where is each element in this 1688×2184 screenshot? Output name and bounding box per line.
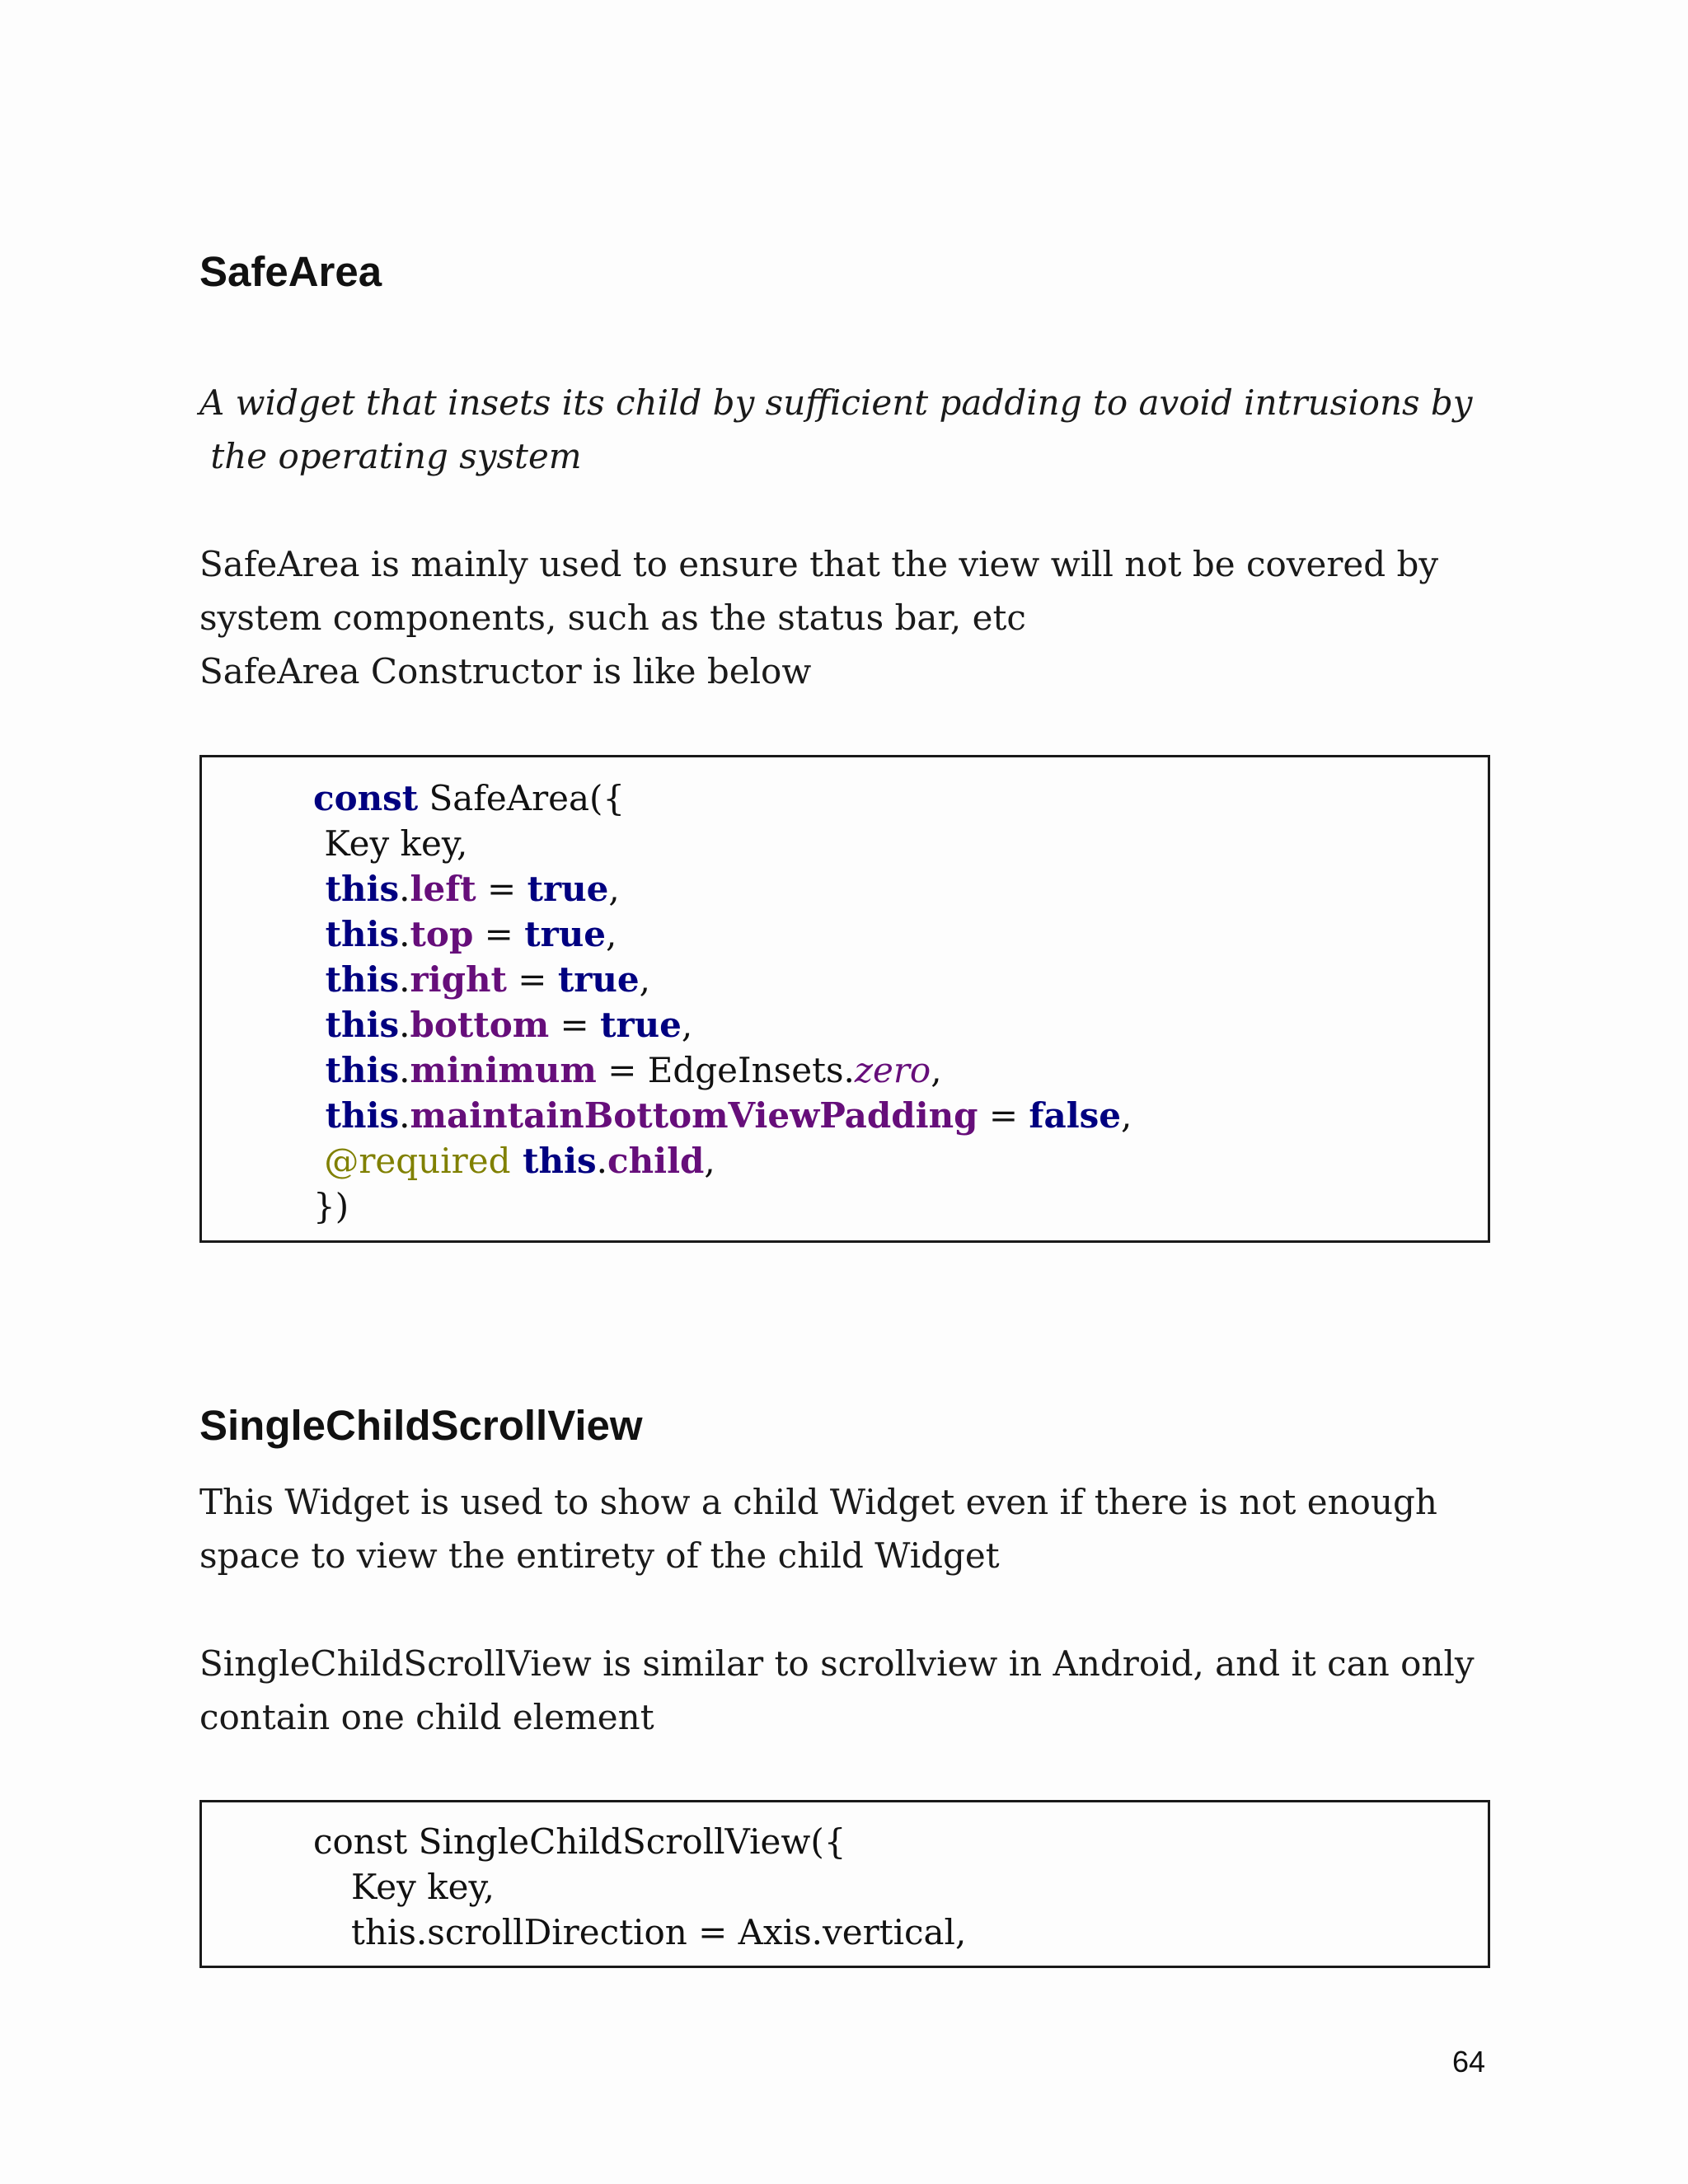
description-line: the operating system — [199, 436, 582, 476]
code-text: , — [639, 959, 650, 1000]
code-line — [313, 957, 650, 1002]
code-keyword: this — [313, 1050, 400, 1090]
code-text: . — [399, 959, 410, 1000]
code-keyword: this — [510, 1141, 597, 1181]
code-keyword: this — [313, 914, 400, 954]
code-keyword: true — [527, 869, 609, 909]
code-static-field: zero — [854, 1050, 931, 1090]
safearea-body — [199, 537, 1518, 698]
safearea-code-block — [199, 755, 1490, 1243]
code-text: , — [606, 914, 617, 954]
code-line — [313, 1093, 1132, 1138]
code-line: this.scrollDirection = Axis.vertical, — [351, 1912, 967, 1952]
scrollview-body-a — [199, 1475, 1518, 1582]
body-line: SafeArea is mainly used to ensure that the view will not be covered by — [199, 544, 1439, 584]
body-line: space to view the entirety of the child Widget — [199, 1535, 1000, 1576]
safearea-heading: SafeArea — [199, 248, 382, 295]
code-text: . — [399, 914, 410, 954]
code-text: . — [399, 1095, 410, 1136]
code-text: , — [608, 869, 620, 909]
code-line — [313, 1002, 692, 1047]
code-keyword: true — [600, 1005, 682, 1045]
code-text: = — [506, 959, 558, 1000]
code-line: }) — [313, 1186, 349, 1226]
code-line: Key key, — [351, 1867, 495, 1907]
code-text: . — [399, 1005, 410, 1045]
code-keyword: this — [313, 1005, 400, 1045]
code-field: top — [410, 914, 474, 954]
page-number: 64 — [1452, 2045, 1486, 2079]
code-field: minimum — [410, 1050, 597, 1090]
code-line: const SingleChildScrollView({ — [313, 1821, 846, 1862]
code-keyword: const — [313, 778, 419, 818]
singlechildscrollview-heading: SingleChildScrollView — [199, 1402, 643, 1449]
code-keyword: this — [313, 959, 400, 1000]
code-text: , — [704, 1141, 715, 1181]
body-line: SingleChildScrollView is similar to scrollview in Android, and it can only — [199, 1643, 1475, 1684]
safearea-description — [199, 376, 1518, 483]
code-line — [313, 1138, 715, 1183]
code-line — [313, 1047, 942, 1093]
code-text: = EdgeInsets. — [596, 1050, 855, 1090]
code-text: . — [399, 1050, 410, 1090]
code-line — [313, 776, 625, 821]
code-field: left — [410, 869, 476, 909]
code-field: right — [410, 959, 507, 1000]
description-line: A widget that insets its child by sufficient padding to avoid intrusions by — [199, 382, 1473, 423]
scrollview-body-b — [199, 1637, 1518, 1744]
code-keyword: this — [313, 1095, 400, 1136]
code-text: , — [1121, 1095, 1132, 1136]
code-line — [313, 866, 620, 912]
body-line: system components, such as the status bar, etc — [199, 598, 1026, 638]
code-keyword: true — [524, 914, 607, 954]
code-keyword: this — [313, 869, 400, 909]
code-keyword: false — [1029, 1095, 1122, 1136]
body-line: This Widget is used to show a child Widget even if there is not enough — [199, 1482, 1437, 1522]
body-line: SafeArea Constructor is like below — [199, 651, 812, 691]
code-text: SafeArea({ — [418, 778, 626, 818]
code-text: = — [549, 1005, 601, 1045]
code-field: bottom — [410, 1005, 550, 1045]
code-text: = — [473, 914, 525, 954]
body-line: contain one child element — [199, 1697, 654, 1737]
code-text: , — [681, 1005, 693, 1045]
code-field: maintainBottomViewPadding — [410, 1095, 978, 1136]
code-text: , — [931, 1050, 942, 1090]
code-line: Key key, — [313, 823, 468, 864]
code-field: child — [607, 1141, 705, 1181]
scrollview-code-block — [199, 1800, 1490, 1968]
code-line — [313, 912, 617, 957]
code-text: = — [978, 1095, 1029, 1136]
code-text: . — [596, 1141, 608, 1181]
code-annotation: @required — [313, 1141, 511, 1181]
code-keyword: true — [557, 959, 640, 1000]
code-text: = — [476, 869, 528, 909]
code-text: . — [399, 869, 410, 909]
